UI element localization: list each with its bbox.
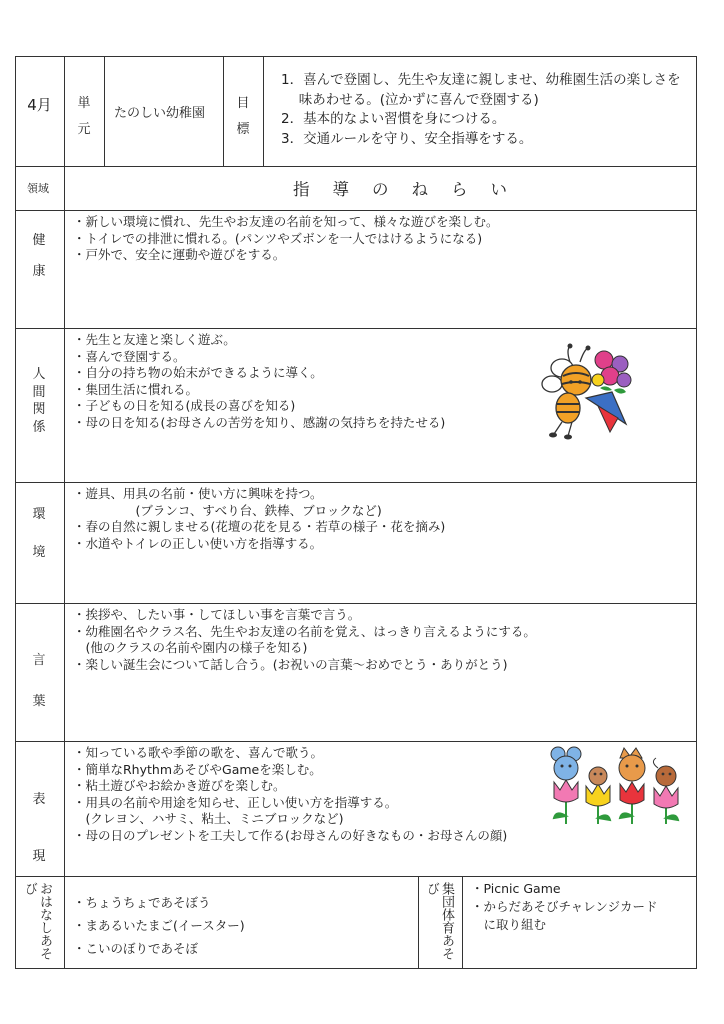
- section-label-language: 言葉: [32, 653, 46, 709]
- section-health-items: [73, 214, 499, 264]
- area-label: 領域: [27, 182, 49, 195]
- goal-line-1: 1．喜んで登園し、先生や友達に親しませ、幼稚園生活の楽しさを: [281, 72, 681, 88]
- list-item: ・集団生活に慣れる。: [73, 381, 199, 397]
- goal-line-4: 3．交通ルールを守り、安全指導をする。: [281, 130, 533, 147]
- bee-with-bouquet-illustration: [540, 340, 632, 440]
- list-item: ・知っている歌や季節の歌を、喜んで歌う。: [73, 745, 324, 760]
- section-label-health: 健康: [32, 233, 46, 279]
- table-line-3: [15, 603, 697, 604]
- table-border-right: [696, 56, 697, 969]
- group-pe-label: 集団体育あそび: [424, 882, 454, 960]
- list-item: ・挨拶や、したい事・してほしい事を言葉で言う。: [73, 607, 361, 622]
- list-item: (クレヨン、ハサミ、粘土、ミニブロックなど): [73, 811, 344, 827]
- list-item: ・母の日を知る(お母さんの苦労を知り、感謝の気持ちを持たせる): [73, 414, 446, 430]
- goal-label: 目標: [236, 96, 250, 137]
- list-item: ・用具の名前や用途を知らせ、正しい使い方を指導する。: [73, 794, 398, 810]
- header-line-a: [104, 56, 105, 166]
- list-item: ・幼稚園名やクラス名、先生やお友達の名前を覚え、はっきり言えるようにする。: [73, 623, 536, 639]
- list-item: に取り組む: [471, 917, 547, 932]
- section-language-items: [73, 607, 536, 673]
- list-item: ・からだあそびチャレンジカード: [471, 899, 658, 914]
- section-relations-items: [73, 332, 445, 432]
- label-column-line: [64, 56, 65, 969]
- list-item: ・こいのぼりであそぼ: [73, 941, 199, 956]
- list-item: ・母の日のプレゼントを工夫して作る(お母さんの好きなもの・お母さんの顔): [73, 827, 508, 843]
- list-item: ・春の自然に親しませる(花壇の花を見る・若草の様子・花を摘み): [73, 519, 446, 535]
- table-border-top: [15, 56, 697, 57]
- list-item: ・粘土遊びやお絵かき遊びを楽しむ。: [73, 778, 286, 794]
- table-line-4: [15, 741, 697, 742]
- goal-line-2: 味あわせる。(泣かずに喜んで登園する): [281, 91, 539, 108]
- goal-list: [281, 71, 681, 149]
- table-line-header: [15, 166, 697, 167]
- list-item: ・先生と友達と楽しく遊ぶ。: [73, 332, 236, 347]
- list-item: ・まあるいたまご(イースター): [73, 918, 245, 933]
- group-pe-items: [471, 880, 658, 934]
- list-item: ・自分の持ち物の始末ができるように導く。: [73, 365, 323, 381]
- section-label-relations: 人間関係: [32, 367, 46, 435]
- header-line-c: [263, 56, 264, 166]
- aims-title: 指導のねらい: [293, 180, 530, 199]
- animals-on-tulips-illustration: [546, 744, 688, 828]
- list-item: ・子どもの日を知る(成長の喜びを知る): [73, 398, 296, 414]
- list-item: ・水道やトイレの正しい使い方を指導する。: [73, 535, 323, 551]
- list-item: ・簡単なRhythmあそびやGameを楽しむ。: [73, 761, 322, 777]
- unit-label: 単元: [77, 96, 91, 137]
- story-play-label: おはなしあそび: [22, 882, 52, 960]
- list-item: ・遊具、用具の名前・使い方に興味を持つ。: [73, 486, 323, 501]
- unit-value: たのしい幼稚園: [114, 106, 206, 121]
- section-expression-items: [73, 745, 507, 845]
- month-label: [15, 96, 64, 114]
- list-item: ・喜んで登園する。: [73, 348, 186, 364]
- story-play-items: [73, 891, 245, 960]
- list-item: (他のクラスの名前や園内の様子を知る): [73, 640, 308, 656]
- table-line-1: [15, 328, 697, 329]
- list-item: ・新しい環境に慣れ、先生やお友達の名前を知って、様々な遊びを楽しむ。: [73, 214, 499, 229]
- goal-line-3: 2．基本的なよい習慣を身につける。: [281, 111, 506, 127]
- month-text: 4月: [27, 96, 52, 114]
- list-item: ・トイレでの排泄に慣れる。(パンツやズボンを一人ではけるようになる): [73, 230, 483, 246]
- section-label-expression: 表現: [32, 792, 46, 864]
- list-item: ・ちょうちょであそぼう: [73, 895, 211, 910]
- table-line-5: [15, 876, 697, 877]
- header-line-b: [223, 56, 224, 166]
- table-line-2: [15, 482, 697, 483]
- section-environment-items: [73, 486, 445, 552]
- list-item: ・戸外で、安全に運動や遊びをする。: [73, 247, 286, 263]
- footer-line-a: [418, 876, 419, 968]
- footer-line-b: [462, 876, 463, 968]
- table-border-bottom: [15, 968, 697, 969]
- list-item: ・Picnic Game: [471, 881, 561, 896]
- table-border-left: [15, 56, 16, 969]
- section-label-environment: 環境: [32, 507, 46, 560]
- list-item: (ブランコ、すべり台、鉄棒、ブロックなど): [73, 502, 382, 518]
- table-line-aims: [15, 210, 697, 211]
- list-item: ・楽しい誕生会について話し合う。(お祝いの言葉～おめでとう・ありがとう): [73, 656, 508, 672]
